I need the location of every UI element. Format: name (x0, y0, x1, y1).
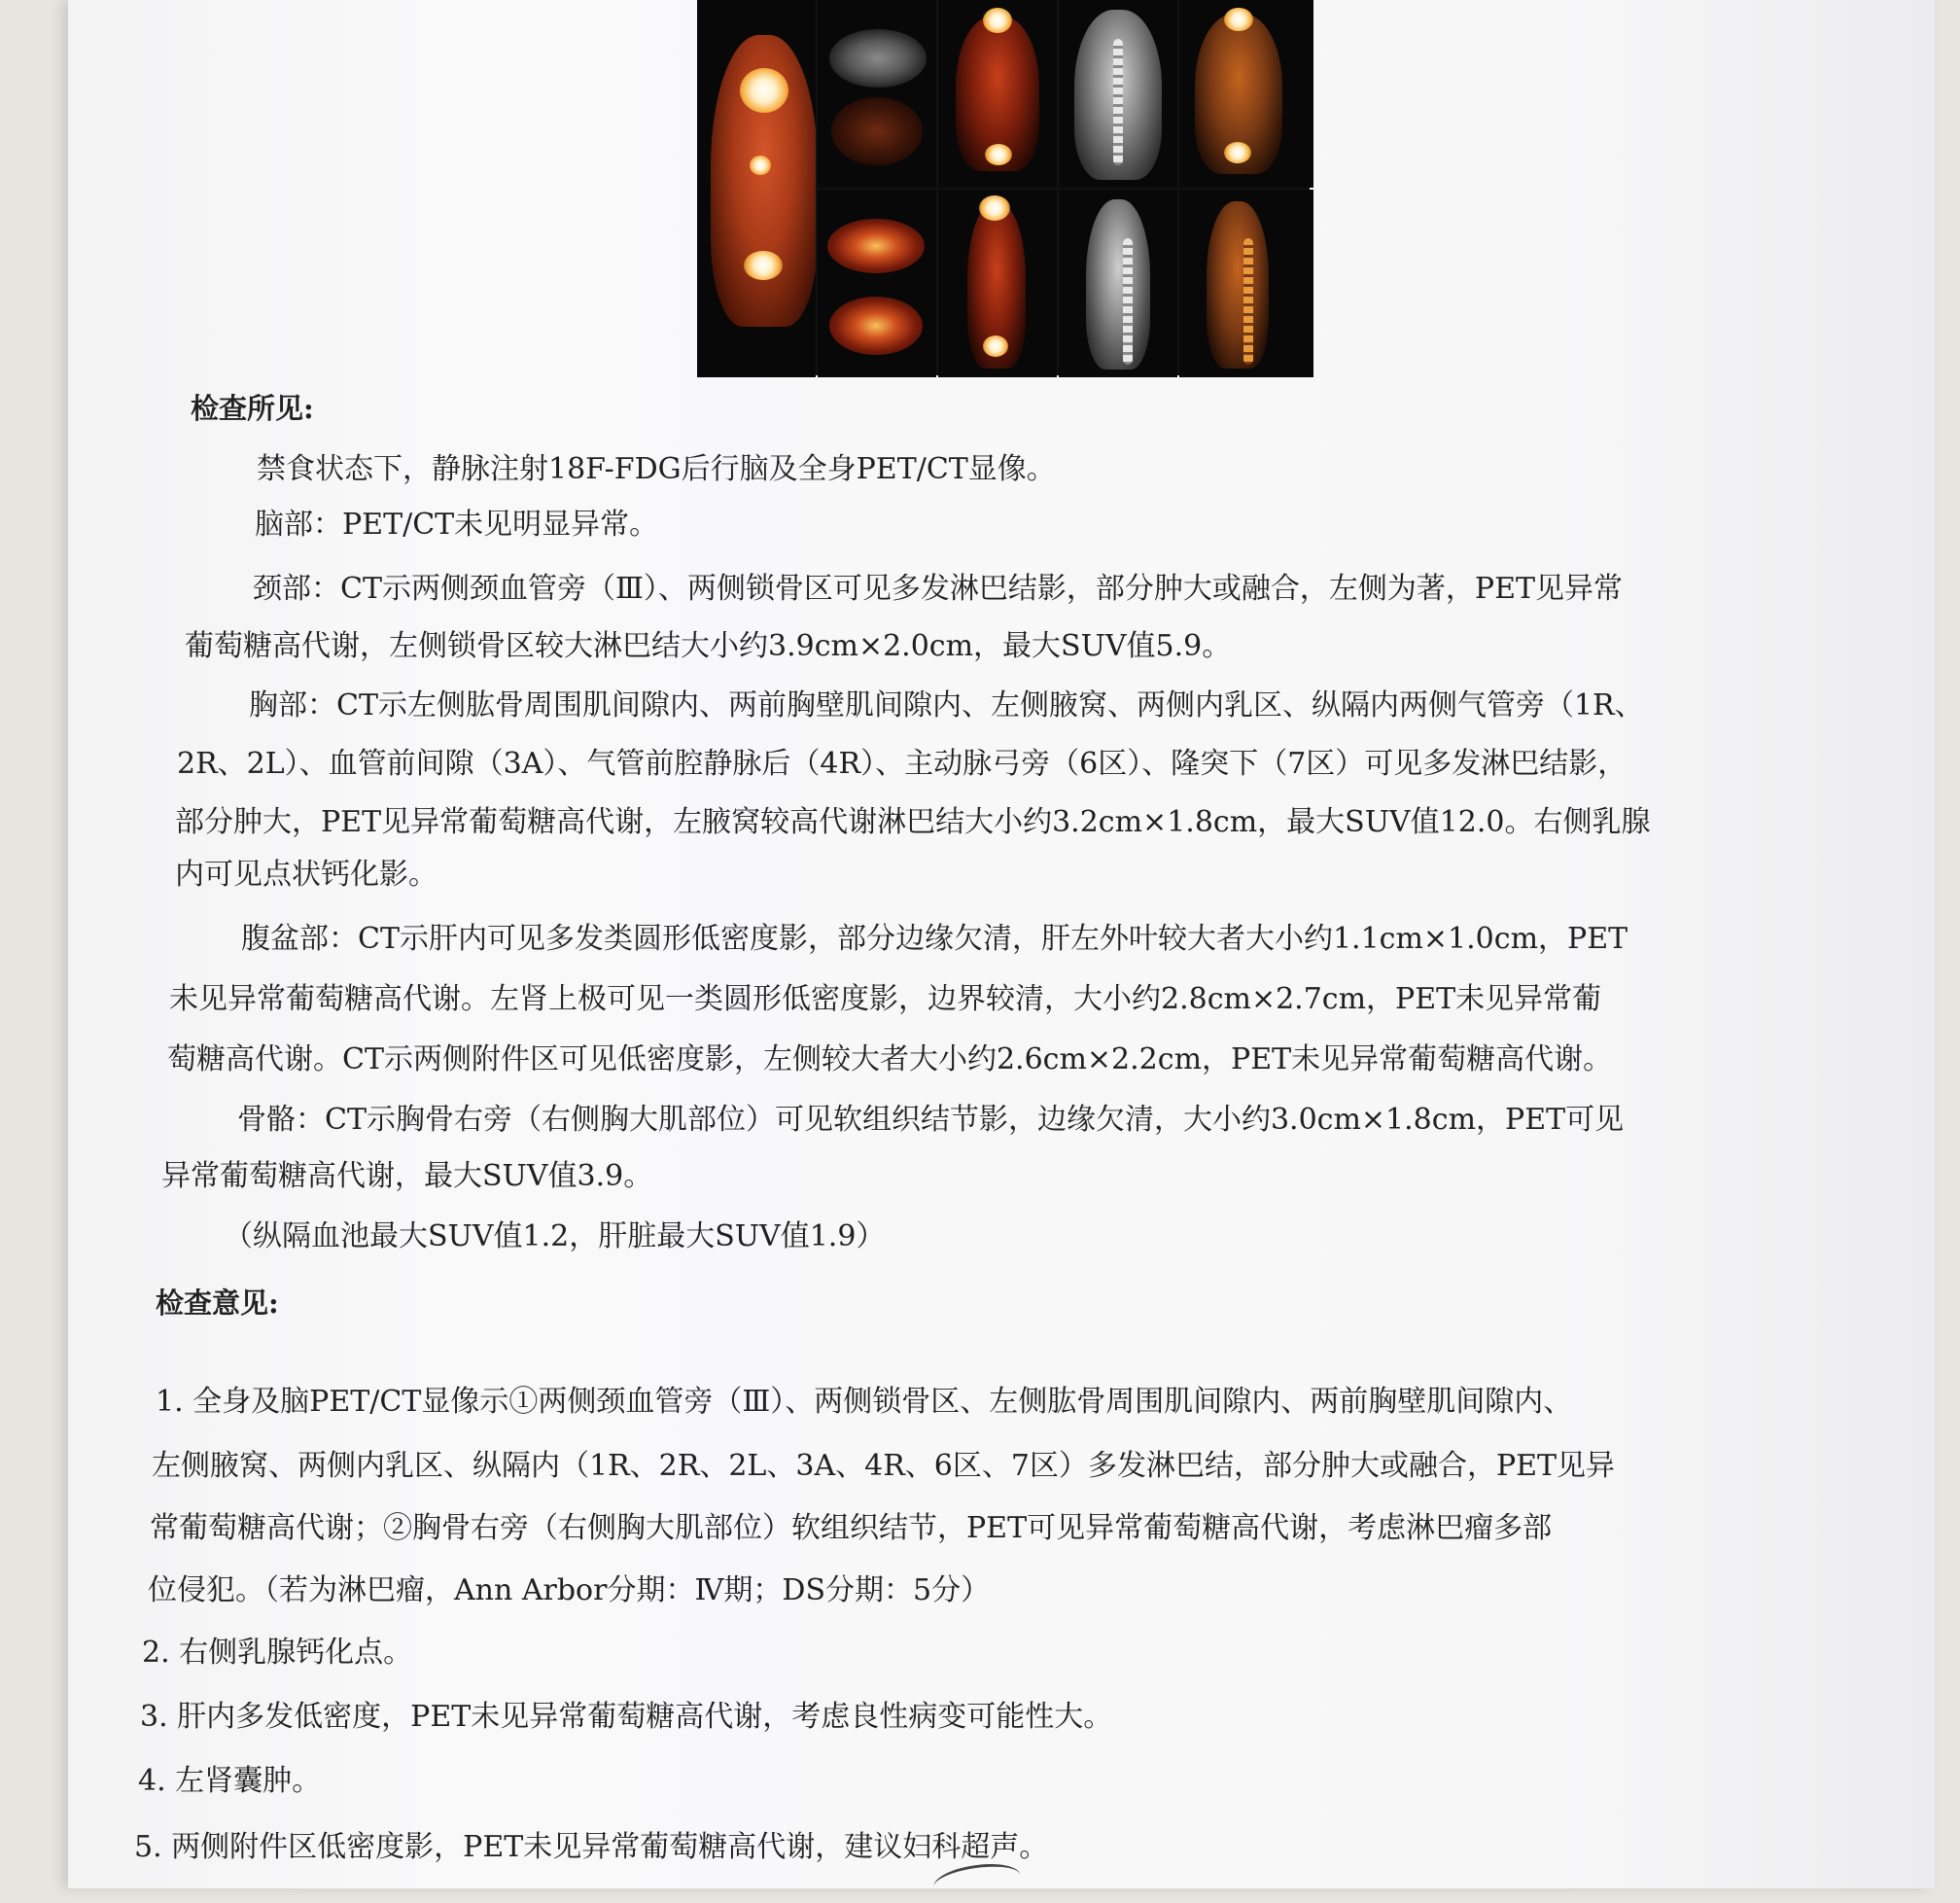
findings-line: 未见异常葡萄糖高代谢。左肾上极可见一类圆形低密度影，边界较清，大小约2.8cm×2.7cm，PET未见异常葡 (169, 982, 1602, 1016)
impression-line: 5. 两侧附件区低密度影，PET未见异常葡萄糖高代谢，建议妇科超声。 (134, 1830, 1049, 1864)
pet-mip-panel (697, 0, 816, 377)
findings-line: （纵隔血池最大SUV值1.2，肝脏最大SUV值1.9） (224, 1219, 886, 1253)
findings-line: 胸部：CT示左侧肱骨周围肌间隙内、两前胸壁肌间隙内、左侧腋窝、两侧内乳区、纵隔内两侧气管旁（1R、 (249, 688, 1644, 722)
findings-line: 内可见点状钙化影。 (175, 858, 438, 892)
findings-line: 脑部：PET/CT未见明显异常。 (255, 508, 659, 542)
impression-line: 常葡萄糖高代谢；②胸骨右旁（右侧胸大肌部位）软组织结节，PET可见异常葡萄糖高代谢，考虑淋巴瘤多部 (150, 1511, 1553, 1545)
ct-coronal-panel (1059, 0, 1177, 188)
findings-line: 颈部：CT示两侧颈血管旁（Ⅲ）、两侧锁骨区可见多发淋巴结影，部分肿大或融合，左侧为著，PET见异常 (253, 572, 1623, 606)
impression-heading: 检查意见: (156, 1286, 279, 1320)
findings-line: 禁食状态下，静脉注射18F-FDG后行脑及全身PET/CT显像。 (257, 452, 1056, 486)
fused-coronal-panel (1179, 0, 1313, 188)
findings-heading: 检查所见: (191, 392, 314, 425)
pet-axial-panel (818, 190, 936, 377)
ct-sagittal-panel (1059, 190, 1177, 377)
pet-sagittal-panel (938, 190, 1057, 377)
impression-line: 1. 全身及脑PET/CT显像示①两侧颈血管旁（Ⅲ）、两侧锁骨区、左侧肱骨周围肌间隙内、两前胸壁肌间隙内、 (156, 1385, 1573, 1419)
findings-line: 2R、2L）、血管前间隙（3A）、气管前腔静脉后（4R）、主动脉弓旁（6区）、隆突下（7区）可见多发淋巴结影， (177, 747, 1628, 781)
impression-line: 左侧腋窝、两侧内乳区、纵隔内（1R、2R、2L、3A、4R、6区、7区）多发淋巴结，部分肿大或融合，PET见异 (152, 1449, 1616, 1483)
findings-line: 萄糖高代谢。CT示两侧附件区可见低密度影，左侧较大者大小约2.6cm×2.2cm，PET未见异常葡萄糖高代谢。 (167, 1042, 1613, 1076)
impression-line: 位侵犯。（若为淋巴瘤，Ann Arbor分期：Ⅳ期；DS分期：5分） (148, 1573, 991, 1607)
fused-sagittal-panel (1179, 190, 1313, 377)
findings-line: 葡萄糖高代谢，左侧锁骨区较大淋巴结大小约3.9cm×2.0cm，最大SUV值5.9。 (185, 629, 1232, 663)
pet-coronal-panel (938, 0, 1057, 188)
impression-line: 4. 左肾囊肿。 (138, 1764, 322, 1798)
pet-ct-image-strip (697, 0, 1310, 375)
findings-line: 腹盆部：CT示肝内可见多发类圆形低密度影，部分边缘欠清，肝左外叶较大者大小约1.1cm×1.0cm，PET (241, 922, 1628, 956)
findings-line: 部分肿大，PET见异常葡萄糖高代谢，左腋窝较高代谢淋巴结大小约3.2cm×1.8cm，最大SUV值12.0。右侧乳腺 (175, 805, 1651, 839)
impression-line: 3. 肝内多发低密度，PET未见异常葡萄糖高代谢，考虑良性病变可能性大。 (140, 1700, 1113, 1734)
findings-line: 骨骼：CT示胸骨右旁（右侧胸大肌部位）可见软组织结节影，边缘欠清，大小约3.0cm×1.8cm，PET可见 (237, 1103, 1625, 1137)
findings-line: 异常葡萄糖高代谢，最大SUV值3.9。 (161, 1159, 653, 1193)
impression-line: 2. 右侧乳腺钙化点。 (142, 1636, 413, 1670)
ct-axial-panel (818, 0, 936, 188)
